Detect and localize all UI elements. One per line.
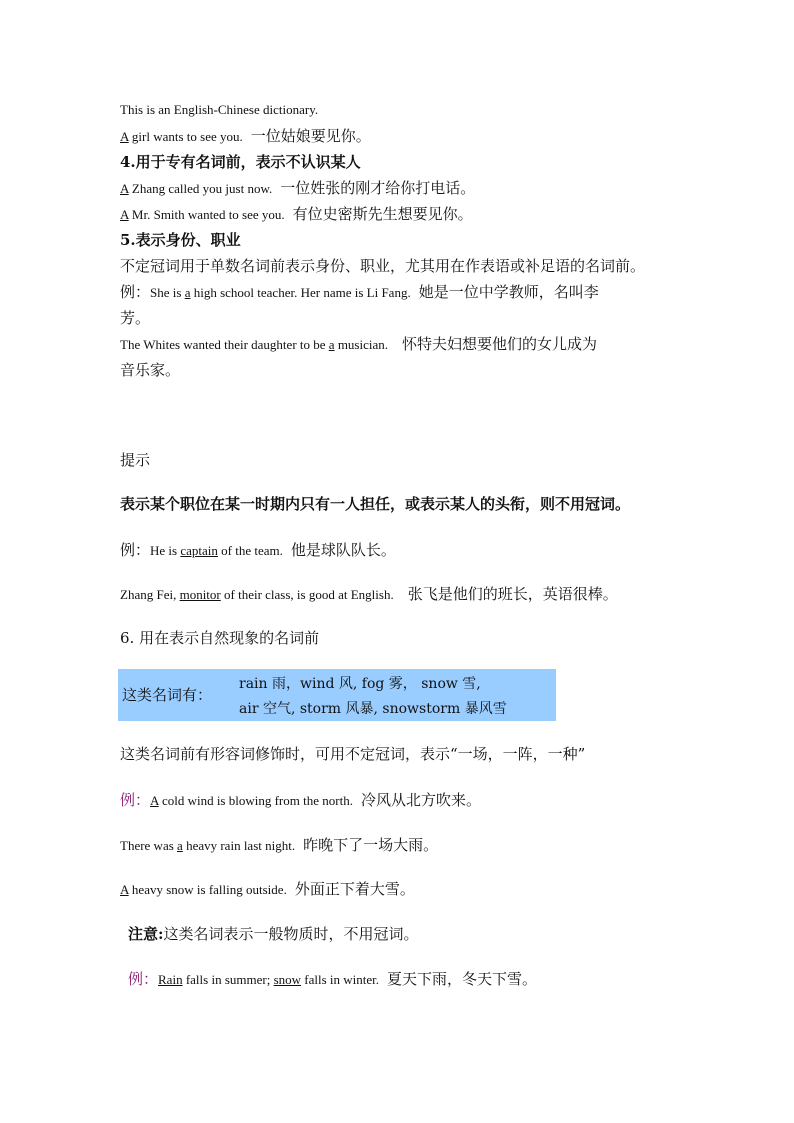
example-line-snow: A heavy snow is falling outside. 外面正下着大雪。 bbox=[120, 880, 415, 898]
example-line-smith: A Mr. Smith wanted to see you. 有位史密斯先生想要见你。 bbox=[120, 205, 473, 223]
example-line-seasons: 例：Rain falls in summer; snow falls in winter. 夏天下雨，冬天下雪。 bbox=[128, 970, 538, 988]
note-line: 注意:这类名词表示一般物质时，不用冠词。 bbox=[128, 925, 419, 943]
tip-rule: 表示某个职位在某一时期内只有一人担任，或表示某人的头衔，则不用冠词。 bbox=[120, 495, 631, 513]
heading-4: 4.用于专有名词前，表示不认识某人 bbox=[120, 153, 361, 171]
box-row-2: air 空气, storm 风暴, snowstorm 暴风雪 bbox=[239, 701, 507, 717]
example-line-musician-cont: 音乐家。 bbox=[120, 361, 181, 379]
tip-label: 提示 bbox=[120, 451, 151, 469]
example-line-teacher-cont: 芳。 bbox=[120, 309, 151, 327]
box-label: 这类名词有： bbox=[122, 686, 213, 704]
example-line-monitor: Zhang Fei, monitor of their class, is good at English. 张飞是他们的班长，英语很棒。 bbox=[120, 585, 618, 603]
example-line-captain: 例：He is captain of the team. 他是球队队长。 bbox=[120, 541, 396, 559]
heading-5: 5.表示身份、职业 bbox=[120, 231, 241, 249]
rule-line-adjective: 这类名词前有形容词修饰时，可用不定冠词，表示“一场，一阵，一种” bbox=[120, 745, 586, 763]
example-line-dictionary: This is an English-Chinese dictionary. bbox=[120, 102, 319, 117]
example-line-teacher: 例：She is a high school teacher. Her name is Li Fang. 她是一位中学教师，名叫李 bbox=[120, 283, 599, 301]
heading-6: 6. 用在表示自然现象的名词前 bbox=[120, 629, 320, 647]
example-line-girl: A girl wants to see you. 一位姑娘要见你。 bbox=[120, 127, 371, 145]
noun-examples-box bbox=[118, 669, 556, 721]
example-line-zhang: A Zhang called you just now. 一位姓张的刚才给你打电话。 bbox=[120, 179, 476, 197]
example-line-wind: 例：A cold wind is blowing from the north. 冷风从北方吹来。 bbox=[120, 791, 481, 809]
example-line-rain: There was a heavy rain last night. 昨晚下了一场大雨。 bbox=[120, 836, 439, 854]
rule-line-occupation: 不定冠词用于单数名词前表示身份、职业，尤其用在作表语或补足语的名词前。 bbox=[120, 257, 646, 275]
box-row-1: rain 雨，wind 风, fog 雾， snow 雪, bbox=[239, 676, 481, 692]
example-line-musician: The Whites wanted their daughter to be a musician. 怀特夫妇想要他们的女儿成为 bbox=[120, 335, 598, 353]
